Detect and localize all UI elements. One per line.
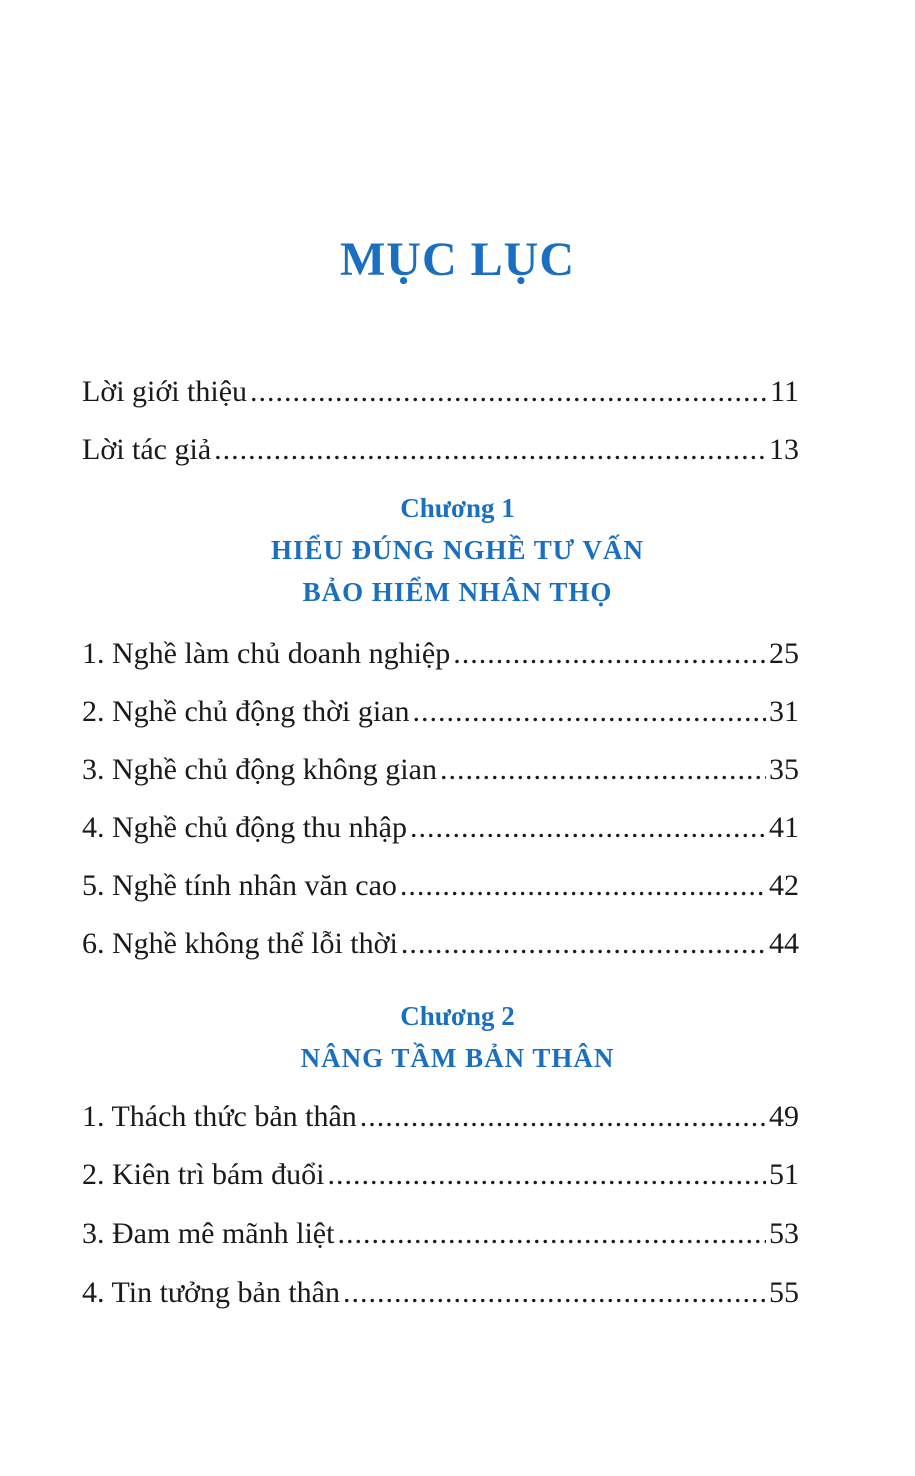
toc-entry-ch1-1[interactable] [82,634,799,674]
toc-entry-label: 1. Thách thức bản thân [82,1100,357,1133]
toc-entry-page: 31 [769,695,799,728]
toc-entry-ch2-4[interactable] [82,1273,799,1313]
dot-leader [401,924,766,964]
toc-entry-page: 53 [769,1217,799,1250]
dot-leader [412,692,766,732]
toc-entry-label: Lời tác giả [82,433,212,466]
chapter-1-label: Chương 1 [400,493,515,523]
dot-leader [453,634,766,674]
dot-leader [343,1273,766,1313]
toc-entry-page: 55 [769,1276,799,1309]
chapter-2-title-line-1: NÂNG TẦM BẢN THÂN [300,1043,615,1073]
toc-entry-page: 42 [769,869,799,902]
dot-leader [440,750,766,790]
toc-entry-label: 3. Nghề chủ động không gian [82,753,437,786]
toc-entry-label: 4. Tin tưởng bản thân [82,1276,340,1309]
toc-entry-intro[interactable] [82,372,799,412]
dot-leader [327,1155,766,1195]
toc-entry-ch2-1[interactable] [82,1097,799,1137]
toc-entry-label: Lời giới thiệu [82,375,248,408]
toc-entry-ch2-2[interactable] [82,1155,799,1195]
toc-entry-ch2-3[interactable] [82,1214,799,1254]
toc-entry-label: 6. Nghề không thể lỗi thời [82,927,398,960]
toc-entry-page: 13 [769,433,799,466]
toc-entry-label: 4. Nghề chủ động thu nhập [82,811,407,844]
dot-leader [400,866,766,906]
toc-entry-author-note[interactable] [82,430,799,470]
toc-entry-ch1-4[interactable] [82,808,799,848]
toc-entry-label: 1. Nghề làm chủ doanh nghiệp [82,637,451,670]
toc-entry-ch1-5[interactable] [82,866,799,906]
toc-entry-label: 2. Kiên trì bám đuổi [82,1158,325,1191]
toc-entry-page: 49 [769,1100,799,1133]
dot-leader [337,1214,766,1254]
toc-entry-page: 44 [769,927,799,960]
toc-entry-page: 11 [770,375,799,408]
toc-entry-ch1-3[interactable] [82,750,799,790]
chapter-1-title-line-2: BẢO HIỂM NHÂN THỌ [302,577,613,607]
toc-entry-page: 35 [769,753,799,786]
toc-entry-label: 2. Nghề chủ động thời gian [82,695,410,728]
toc-entry-ch1-6[interactable] [82,924,799,964]
toc-entry-page: 41 [769,811,799,844]
toc-entry-ch1-2[interactable] [82,692,799,732]
chapter-2-label: Chương 2 [400,1001,515,1031]
toc-entry-page: 25 [769,637,799,670]
toc-entry-label: 3. Đam mê mãnh liệt [82,1217,335,1250]
dot-leader [410,808,766,848]
chapter-1-title-line-1: HIỂU ĐÚNG NGHỀ TƯ VẤN [270,535,645,565]
page-title: MỤC LỤC [340,233,575,286]
dot-leader [250,372,767,412]
dot-leader [360,1097,766,1137]
toc-entry-label: 5. Nghề tính nhân văn cao [82,869,397,902]
dot-leader [214,430,766,470]
toc-entry-page: 51 [769,1158,799,1191]
